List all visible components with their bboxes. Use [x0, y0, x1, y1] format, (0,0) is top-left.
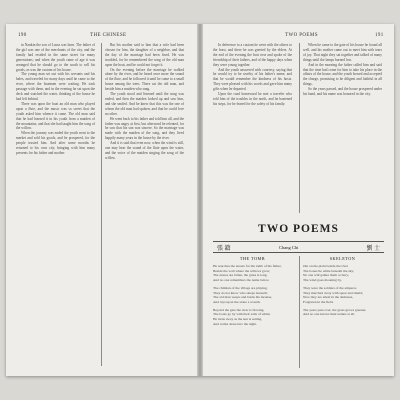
poem-body-skeleton: [303, 264, 382, 368]
poem-line: And lays upon the stone a wreath.: [213, 299, 261, 304]
section-title: TWO POEMS: [258, 223, 339, 235]
right-column-1: [213, 43, 292, 213]
paragraph: He went back to his father and told him all, and the father was angry at first, but afterward he relented, for he saw that his son was sincere. So the marriage was made with the maiden of the song, and they lived happily many years in the house by the river.: [105, 116, 184, 141]
poem-line: And no one remembers the name below.: [213, 278, 270, 283]
poem-line: No one will gather them or bury,: [303, 273, 349, 278]
poem-line: The bones lie white beneath the sky;: [303, 268, 355, 273]
right-page: [203, 24, 394, 376]
poem-line: The stones are fallen, the grass is long,: [213, 273, 268, 278]
page-bottom-fade: [6, 366, 197, 376]
paragraph: And in the morning the father called him and said that the time had come for him to take his place in the affairs of the house, and the youth bowed and accepted the charge, promising to be diligent and faithful in all things.: [303, 62, 382, 87]
poem-line: And walks alone into the night.: [213, 321, 257, 326]
poem-line: And no one knows their names at all.: [303, 312, 356, 317]
page-number-left: 190: [18, 33, 27, 38]
paragraph: There was upon the boat an old man who played upon a flute, and the music was so sweet that the youth asked him whence it came. The old man said that he had learned it in his youth from a maiden of the mountains, and that she had taught him the song of the willow.: [16, 101, 95, 131]
paragraph: The youth stood and listened until the song was ended, and then the maiden looked up and saw him, and she smiled. And he knew that this was the one of whom the old man had spoken, and that he could love no other.: [105, 92, 184, 116]
poem-stanza: [213, 264, 292, 283]
poem-title-skeleton: SKELETON: [329, 256, 356, 261]
poem-line: Out on the plain beside the river: [303, 264, 349, 268]
poem-line: He turns away as the sun is setting,: [213, 317, 263, 322]
open-book: [6, 24, 394, 376]
poem-stanza: [303, 308, 382, 317]
paragraph: And it is said that even now, when the wind is still, one may hear the sound of the flute upon the water, and the voice of the maiden singing the song of the willow.: [105, 141, 184, 160]
column-divider: [299, 256, 300, 368]
poem-line: Beyond the gate the river is flowing,: [213, 307, 265, 312]
poem-line: They marched away with spear and shield;: [303, 290, 363, 295]
poem-body-tomb: [213, 264, 292, 368]
poem-title-tomb: THE TOMB: [239, 256, 266, 261]
poem-line: They were the soldiers of the emperor,: [303, 285, 357, 290]
poem-line: The wind goes moaning by.: [303, 278, 342, 283]
poem-byline: [213, 241, 384, 253]
paragraph: Upon the road homeward he met a traveler who told him of the troubles in the north, and he hastened his steps, for he feared for the safety of his family.: [213, 92, 292, 106]
paragraph: But his mother said to him that a wife had been chosen for him, the daughter of a neighbor, and that the day of the marriage had been fixed. He was troubled, for he remembered the song of the old man upon the boat, and he could not forget it.: [105, 43, 184, 67]
left-column-1: [16, 43, 95, 366]
poem-line: Now they are silent in the darkness,: [303, 295, 354, 300]
paragraph: So the years passed, and the house prospered under his hand, and his name was honored in the city.: [303, 87, 382, 97]
paragraph: And the youth answered with courtesy, saying that he would try to be worthy of his father's name, and that he would remember the kindness of his hosts. They were pleased with his words and gave him many gifts when he departed.: [213, 67, 292, 92]
column-divider: [101, 43, 102, 366]
running-head-left: THE CHINESE: [90, 33, 127, 38]
paragraph: In deference to a custom he went with the others to the feast, and there he was greeted by the elders. At the end of the evening the host rose and spoke of the friendship of their fathers, and of the happy days when they were young together.: [213, 43, 292, 67]
poem-line: Forgotten in the field.: [303, 299, 334, 304]
poem-line: He searches the streets for the tomb of his father,: [213, 264, 282, 268]
poem-line: The children of the village are playing,: [213, 285, 268, 290]
poem-line: They do not know who sleeps beneath;: [213, 290, 268, 295]
chinese-characters-right: 劉 士: [366, 246, 380, 252]
left-page: [6, 24, 197, 376]
paragraph: On the evening before the marriage he walked alone by the river, and he heard once more the sound of the flute, and he followed it until he came to a small house among the trees. There sat the old man, and beside him a maiden who sang.: [105, 67, 184, 92]
translator-name: Chang Chi: [279, 244, 299, 250]
paragraph: When he came to the gate of his house he found all well, and his mother came out to meet him with tears of joy. That night they sat together and talked of many things until the lamps burned low.: [303, 43, 382, 62]
paragraph: When the journey was ended the youth went to the market and sold his goods, and he prospered, for the people trusted him. And after some months he returned to his own city, bringing with him many presents for his father and mother.: [16, 131, 95, 155]
poem-stanza: [303, 264, 382, 283]
chinese-characters-left: 張 籍: [217, 246, 231, 252]
poem-line: The boats go by with their sails of white;: [213, 312, 271, 317]
paragraph: The young man set out with his servants and his bales, and traveled for many days until he came to the river, where the boatmen were waiting. He took passage with them, and in the evening he sat upon the deck and watched the water, thinking of the house he had left behind.: [16, 72, 95, 101]
page-number-right: 191: [375, 33, 384, 38]
poem-stanza: [213, 308, 292, 327]
running-head-right: TWO POEMS: [285, 33, 318, 38]
poem-line: The years pass over, the grass grows greener,: [303, 307, 367, 312]
right-column-2: [303, 43, 382, 213]
left-column-2: [105, 43, 184, 366]
column-divider: [299, 43, 300, 213]
poem-stanza: [303, 286, 382, 305]
poem-line: Beside the wall where the willows grow;: [213, 268, 271, 273]
poem-stanza: [213, 286, 292, 305]
poem-line: The old man weeps and burns his incense,: [213, 295, 273, 300]
paragraph: in Nankin the son of Lassa was born. The father of the girl was one of the merchants of the city, and the family had resided in the same street for many generations; and when the youth came of age it was arranged that he should go to the south to sell his goods, as was the custom of his house.: [16, 43, 95, 72]
